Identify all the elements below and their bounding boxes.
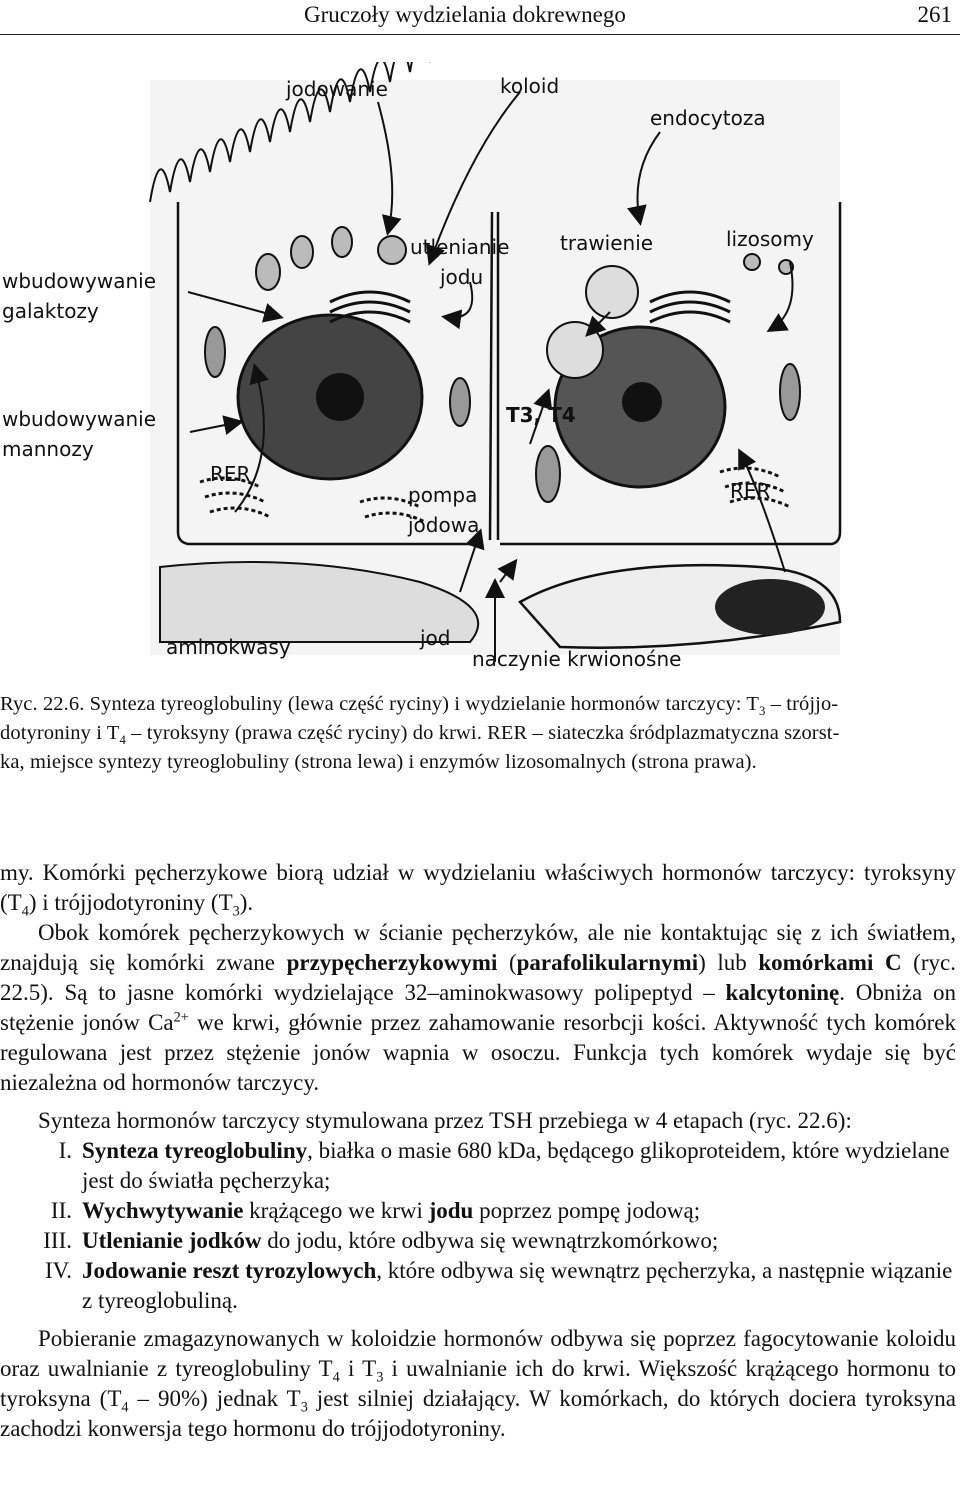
- chapter-title: Gruczoły wydzielania dokrewnego: [304, 2, 626, 27]
- label-wbudowywanie-galaktozy-1: wbudowywanie: [2, 269, 157, 293]
- label-rer-left: RER: [210, 462, 251, 486]
- list-item: II. Wychwytywanie krążącego we krwi jodu poprzez pompę jodową;: [50, 1198, 701, 1223]
- paragraph-c-cells: Obok komórek pęcherzykowych w ścianie pęcherzyków, ale nie kontaktując się z ich światłem, znajdują się komórki zwane przypęcherzykowymi (parafolikularnymi) lub komórkami C (ryc. 22.5). Są to jasne komórki wydzielające 32–aminokwasowy polipeptyd – kalcytoninę. Obniża on stężenie jonów $Ca^{2+}$ we krwi, głównie przez zahamowanie resorbcji kości. Aktywność tych komórek regulowana jest przez stężenie jonów wapnia w osoczu. Funkcja tych komórek wydaje się być niezależna od hormonów tarczycy.: [0, 920, 956, 1095]
- label-pompa: pompa: [408, 483, 478, 507]
- endothelial-nucleus: [715, 579, 825, 635]
- label-wbudowywanie-galaktozy-2: galaktozy: [2, 299, 99, 323]
- label-aminokwasy: aminokwasy: [166, 635, 291, 659]
- label-wbudowywanie-mannozy-1: wbudowywanie: [2, 407, 157, 431]
- page-number: 261: [917, 2, 952, 27]
- caption-line-2: dotyroniny i $T_4$ – tyroksyny (prawa część ryciny) do krwi. RER – siateczka śródplazmatyczna szorst-: [0, 722, 840, 748]
- cell-illustration: [0, 62, 960, 682]
- label-jod: jod: [420, 626, 451, 650]
- label-koloid: koloid: [500, 74, 560, 98]
- label-jodowanie: jodowanie: [286, 77, 388, 101]
- label-lizosomy: lizosomy: [726, 227, 814, 251]
- label-jodu: jodu: [440, 265, 484, 289]
- label-endocytoza: endocytoza: [650, 106, 766, 130]
- running-header: [0, 0, 960, 38]
- label-rer-right: RER: [730, 479, 771, 503]
- caption-line-3: ka, miejsce syntezy tyreoglobuliny (strona lewa) i enzymów lizosomalnych (strona prawa).: [0, 751, 757, 773]
- body-text: [0, 858, 956, 1444]
- figure-caption: [0, 690, 956, 777]
- label-trawienie: trawienie: [560, 231, 654, 255]
- label-jodowa: jodowa: [408, 513, 480, 537]
- nucleolus-right: [622, 382, 662, 422]
- label-t3-t4: T3, T4: [506, 403, 576, 427]
- caption-line-1: Ryc. 22.6. Synteza tyreoglobuliny (lewa część ryciny) i wydzielanie hormonów tarczycy: $T_3$ – trójjo-: [0, 693, 839, 719]
- paragraph-follicular-cells: my. Komórki pęcherzykowe biorą udział w wydzielaniu właściwych hormonów tarczycy: tyroksyny $(T_4)$ i trójjodotyroniny $(T_3)$.: [0, 860, 956, 920]
- list-item: IV. Jodowanie reszt tyrozylowych, które odbywa się wewnątrz pęcherzyka, a następnie wiązanie z tyreoglobuliną.: [44, 1258, 953, 1313]
- list-item: III. Utlenianie jodków do jodu, które odbywa się wewnątrzkomórkowo;: [43, 1228, 719, 1253]
- list-item: I. Synteza tyreoglobuliny, białka o masie 680 kDa, będącego glikoproteidem, które wydzielane jest do światła pęcherzyka;: [58, 1138, 950, 1193]
- nucleolus-left: [316, 373, 364, 421]
- label-wbudowywanie-mannozy-2: mannozy: [2, 437, 94, 461]
- figure-thyroid-cells: [0, 62, 960, 682]
- header-rule: [0, 34, 960, 35]
- label-utlenianie: utlenianie: [410, 235, 510, 259]
- synthesis-steps-list: [0, 1136, 956, 1316]
- paragraph-synthesis-intro: Synteza hormonów tarczycy stymulowana przez TSH przebiega w 4 etapach (ryc. 22.6):: [38, 1108, 852, 1133]
- label-naczynie-krwionosne: naczynie krwionośne: [472, 647, 682, 671]
- paragraph-hormone-release: Pobieranie zmagazynowanych w koloidzie hormonów odbywa się poprzez fagocytowanie koloidu oraz uwalnianie z tyreoglobuliny $T_4$ i $T_3$ i uwalnianie ich do krwi. Większość krążącego hormonu to tyroksyna $(T_4 - 90\%)$ jednak $T_3$ jest silniej działający. W komórkach, do których dociera tyroksyna zachodzi konwersja tego hormonu do trójjodotyroniny.: [0, 1326, 956, 1441]
